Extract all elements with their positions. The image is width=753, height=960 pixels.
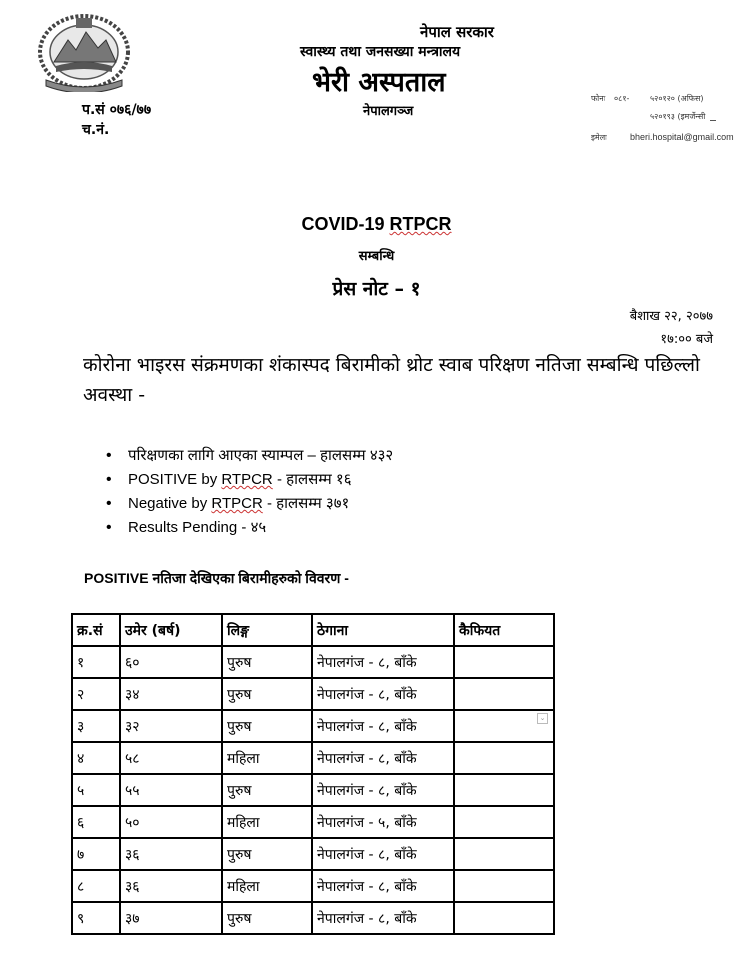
cell-serial: ३	[72, 710, 120, 742]
positive-count: - हालसम्म १६	[272, 471, 352, 488]
cell-address: नेपालगंज - ८, बाँके	[312, 902, 454, 934]
phone-area-code: ०८१-	[614, 94, 630, 103]
intro-paragraph: कोरोना भाइरस संक्रमणका शंकास्पद बिरामीको थ्रोट स्वाब परिक्षण नतिजा सम्बन्धि पछिल्लो अवस्था -	[83, 354, 700, 406]
list-item	[106, 492, 393, 516]
cell-serial: ७	[72, 838, 120, 870]
table-row	[72, 678, 554, 710]
column-header-address: ठेगाना	[312, 614, 454, 646]
cell-serial: ४	[72, 742, 120, 774]
samples-text: परिक्षणका लागि आएका स्याम्पल – हालसम्म ४३२	[128, 447, 394, 464]
cell-remarks	[454, 902, 554, 934]
reference-number: प.सं ०७६/७७	[82, 102, 152, 118]
column-header-serial: क्र.सं	[72, 614, 120, 646]
cell-remarks	[454, 806, 554, 838]
table-row	[72, 742, 554, 774]
table-row	[72, 870, 554, 902]
cell-age: ३६	[120, 870, 222, 902]
cell-age: ६०	[120, 646, 222, 678]
cell-address: नेपालगंज - ८, बाँके	[312, 870, 454, 902]
cell-age: ३७	[120, 902, 222, 934]
covid-test-name: RTPCR	[389, 214, 452, 234]
phone-label: फोनः	[591, 94, 606, 103]
phone-emergency: ५२०१९३ (इमर्जेन्सी	[650, 112, 706, 121]
table-row	[72, 806, 554, 838]
cell-gender: पुरुष	[222, 774, 312, 806]
cell-address: नेपालगंज - ५, बाँके	[312, 806, 454, 838]
cell-gender: पुरुष	[222, 710, 312, 742]
cell-address: नेपालगंज - ८, बाँके	[312, 678, 454, 710]
table-header-row	[72, 614, 554, 646]
list-item	[106, 468, 393, 492]
email-label: इमेलः	[591, 133, 607, 142]
positive-cases-table	[71, 613, 555, 935]
column-header-gender: लिङ्ग	[222, 614, 312, 646]
cell-address: नेपालगंज - ८, बाँके	[312, 742, 454, 774]
press-note-title: प्रेस नोट – १	[332, 278, 421, 300]
government-name: नेपाल सरकार	[420, 23, 494, 41]
table-heading	[84, 569, 349, 588]
cell-gender: महिला	[222, 806, 312, 838]
table-heading-rest: नतिजा देखिएका बिरामीहरुको विवरण -	[148, 570, 349, 586]
cell-gender: पुरुष	[222, 838, 312, 870]
cell-remarks	[454, 646, 554, 678]
positive-prefix: POSITIVE by	[128, 471, 222, 488]
cell-remarks	[454, 838, 554, 870]
summary-list	[106, 444, 393, 540]
cell-serial: ६	[72, 806, 120, 838]
email-address: bheri.hospital@gmail.com	[630, 132, 734, 142]
list-item	[106, 516, 393, 540]
cell-age: ५०	[120, 806, 222, 838]
cell-gender: पुरुष	[222, 678, 312, 710]
pending-text: Results Pending - ४५	[128, 519, 267, 536]
cell-serial: २	[72, 678, 120, 710]
negative-prefix: Negative by	[128, 495, 212, 512]
table-row	[72, 710, 554, 742]
cell-remarks	[454, 870, 554, 902]
city-name: नेपालगञ्ज	[363, 104, 414, 119]
cell-address: नेपालगंज - ८, बाँके	[312, 710, 454, 742]
positive-test: RTPCR	[221, 471, 273, 488]
covid-title	[0, 214, 753, 235]
cell-age: ५८	[120, 742, 222, 774]
cell-remarks	[454, 774, 554, 806]
cell-age: ३२	[120, 710, 222, 742]
negative-test: RTPCR	[211, 495, 263, 512]
phone-underline	[710, 120, 716, 121]
table-row	[72, 774, 554, 806]
list-item	[106, 444, 393, 468]
cell-gender: महिला	[222, 870, 312, 902]
covid-prefix: COVID-19	[301, 214, 390, 234]
cell-gender: पुरुष	[222, 902, 312, 934]
phone-office: ५२०१२० (अफिस)	[650, 94, 704, 103]
negative-count: - हालसम्म ३७१	[262, 495, 350, 512]
cell-serial: ९	[72, 902, 120, 934]
table-row	[72, 902, 554, 934]
related-label: सम्बन्धि	[358, 249, 395, 264]
nepal-emblem-icon	[36, 10, 132, 92]
margin-marker-icon: ⌄	[537, 713, 548, 724]
cell-remarks	[454, 742, 554, 774]
table-heading-positive: POSITIVE	[84, 570, 149, 586]
column-header-remarks: कैफियत	[454, 614, 554, 646]
cell-age: ३४	[120, 678, 222, 710]
cell-address: नेपालगंज - ८, बाँके	[312, 838, 454, 870]
cell-age: ३६	[120, 838, 222, 870]
cell-serial: ८	[72, 870, 120, 902]
cell-remarks	[454, 678, 554, 710]
cell-serial: ५	[72, 774, 120, 806]
column-header-age: उमेर (बर्ष)	[120, 614, 222, 646]
cell-age: ५५	[120, 774, 222, 806]
date: बैशाख २२, २०७७	[629, 309, 713, 324]
cell-address: नेपालगंज - ८, बाँके	[312, 646, 454, 678]
time: १७:०० बजे	[660, 332, 713, 347]
ministry-name: स्वास्थ्य तथा जनसख्या मन्त्रालय	[300, 44, 461, 60]
table-row	[72, 838, 554, 870]
cell-gender: पुरुष	[222, 646, 312, 678]
cell-address: नेपालगंज - ८, बाँके	[312, 774, 454, 806]
cell-gender: महिला	[222, 742, 312, 774]
cell-serial: १	[72, 646, 120, 678]
table-row	[72, 646, 554, 678]
dispatch-number: च.नं.	[82, 122, 110, 138]
hospital-name: भेरी अस्पताल	[312, 67, 446, 98]
